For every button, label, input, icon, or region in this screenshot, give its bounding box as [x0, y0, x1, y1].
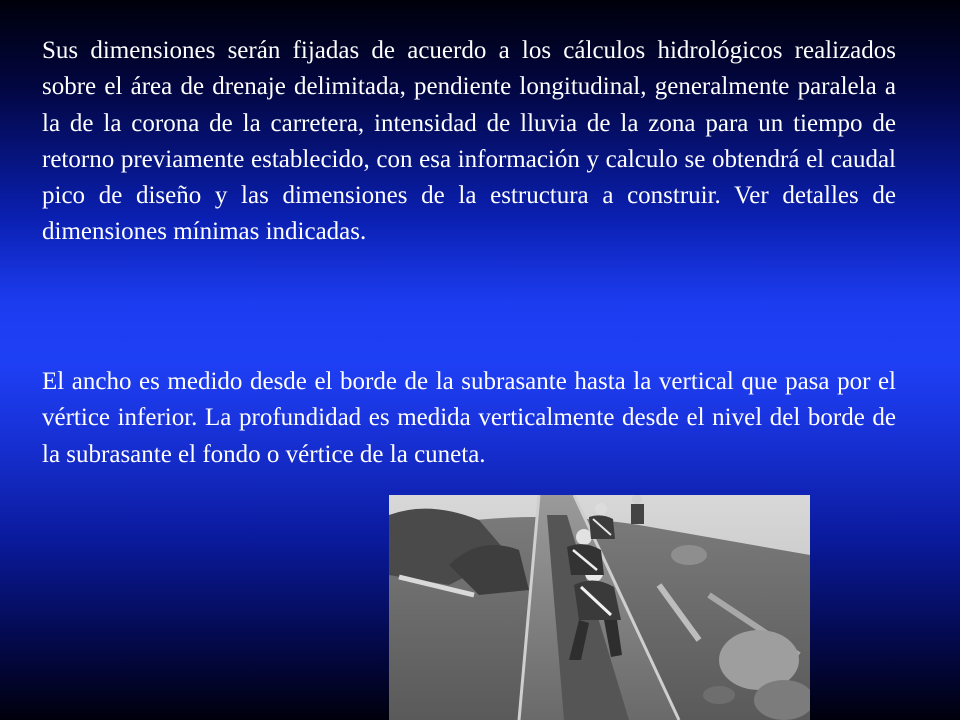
- rock-small-2: [703, 686, 735, 704]
- paragraph-width-depth: El ancho es medido desde el borde de la subrasante hasta la vertical que pasa por el vértice inferior. La profundidad es medida verticalmente desde el nivel del borde de la subrasante el fondo o vértice de la cuneta.: [42, 368, 896, 468]
- rock-small: [671, 545, 707, 565]
- paragraph-dimensions: Sus dimensiones serán fijadas de acuerdo a los cálculos hidrológicos realizados sobre el área de drenaje delimitada, pendiente longitudinal, generalmente paralela a la de la corona de la carretera, intensidad de lluvia de la zona para un tiempo de retorno previamente establecido, con esa información y calculo se obtendrá el caudal pico de diseño y las dimensiones de la estructura a construir. Ver detalles de dimensiones mínimas indicadas.: [42, 37, 896, 246]
- ditch-construction-photo: [389, 495, 810, 720]
- ditch-construction-illustration: [389, 495, 810, 720]
